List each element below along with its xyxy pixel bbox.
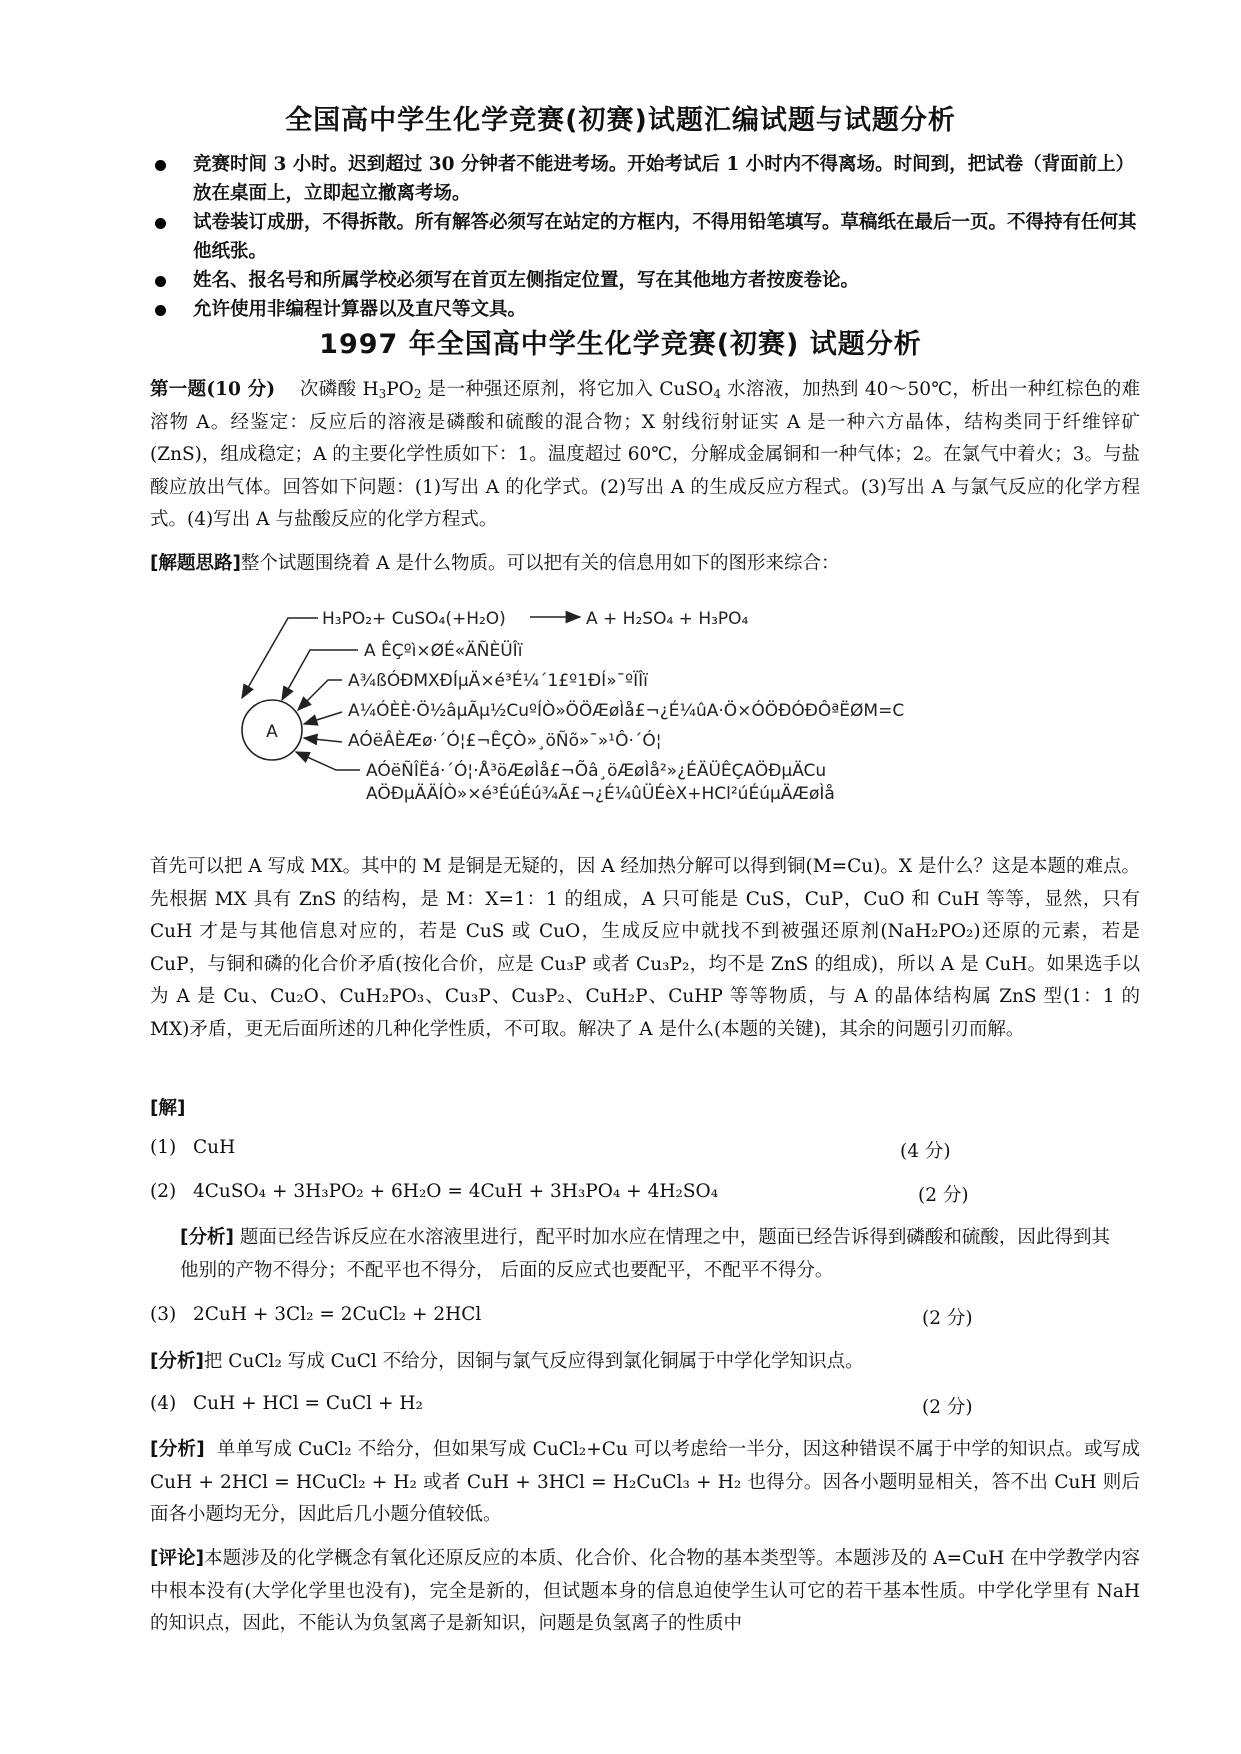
rule-item: 试卷装订成册，不得拆散。所有解答必须写在站定的方框内，不得用铅笔填写。草稿纸在最后一页。不得持有任何其他纸张。 [150, 208, 1150, 266]
analysis-3: [分析]把 CuCl₂ 写成 CuCl 不给分，因铜与氯气反应得到氯化铜属于中学化学知识点。 [150, 1351, 864, 1372]
solution-idea: [解题思路]整个试题围绕着 A 是什么物质。可以把有关的信息用如下的图形来综合： [150, 553, 840, 574]
analysis-label: [分析] [150, 1351, 204, 1372]
bullet-icon [155, 160, 166, 171]
answer-number: (1) [150, 1137, 177, 1158]
info-line-3: A¼ÓÈÈ·Ö½âµÃµ½CuºÍÒ»ÖÖÆøÌå£¬¿É¼ûA·Ö×ÓÖÐÓÐÔªËØM=C [348, 701, 905, 721]
bullet-icon [155, 305, 166, 316]
rule-item: 竞赛时间 3 小时。迟到超过 30 分钟者不能进考场。开始考试后 1 小时内不得离场。时间到，把试卷（背面前上）放在桌面上，立即起立撤离考场。 [150, 150, 1150, 208]
answer-score: (2 分) [922, 1308, 973, 1329]
comment: [评论]本题涉及的化学概念有氧化还原反应的本质、化合价、化合物的基本类型等。本题涉及的 A=CuH 在中学教学内容中根本没有(大学化学里也没有)，完全是新的，但试题本身的信息迫使学生认可它的若干基本性质。中学化学里有 NaH 的知识点，因此，不能认为负氢离子是新知识，问题是负氢离子的性质中 [150, 1548, 1140, 1634]
section-title: 1997 年全国高中学生化学竞赛(初赛) 试题分析 [319, 329, 922, 360]
info-line-1: A ÊÇºì×ØÉ«ÄÑÈÜÎï [364, 641, 523, 661]
reactants-label: H₃PO₂+ CuSO₄(+H₂O) [322, 609, 506, 629]
products-label: A + H₂SO₄ + H₃PO₄ [586, 609, 749, 629]
analysis-2: [分析] 题面已经告诉反应在水溶液里进行，配平时加水应在情理之中，题面已经告诉得到磷酸和硫酸，因此得到其他别的产物不得分；不配平也不得分， 后面的反应式也要配平，不配平不得分。 [180, 1227, 1110, 1281]
answer-score: (4 分) [900, 1141, 951, 1162]
analysis-label: [分析] [150, 1439, 205, 1460]
answer-equation: 4CuSO₄ + 3H₃PO₂ + 6H₂O = 4CuH + 3H₃PO₄ + 4H₂SO₄ [193, 1181, 719, 1202]
info-diagram [230, 596, 930, 836]
question-1: 第一题(10 分) 次磷酸 $H_3PO_2$ 是一种强还原剂，将它加入 CuSO$_4$ 水溶液，加热到 40～50℃，析出一种红棕色的难溶物 A。经鉴定：反应后的溶液是磷酸和硫酸的混合物；X 射线衍射证实 A 是一种六方晶体，结构类同于纤维锌矿(ZnS)，组成稳定；A 的主要化学性质如下：1。温度超过 60℃，分解成金属铜和一种气体；2。在氯气中着火；3。与盐酸应放出气体。回答如下问题：(1)写出 A 的化学式。(2)写出 A 的生成反应方程式。(3)写出 A 与氯气反应的化学方程式。(4)写出 A 与盐酸反应的化学方程式。 [150, 379, 1140, 530]
answer-equation: CuH [193, 1137, 236, 1158]
answer-score: (2 分) [922, 1397, 973, 1418]
bullet-icon [155, 276, 166, 287]
info-line-4: AÓëÂÈÆø·´Ó¦£¬ÊÇÒ»¸öÑõ»¯»¹Ô·´Ó¦ [348, 731, 662, 751]
analysis-4: [分析] 单单写成 CuCl₂ 不给分，但如果写成 CuCl₂+Cu 可以考虑给一半分，因这种错误不属于中学的知识点。或写成 CuH + 2HCl = HCuCl₂ + H₂ 或者 CuH + 3HCl = H₂CuCl₃ + H₂ 也得分。因各小题明显相关，答不出 CuH 则后面各小题均无分，因此后几小题分值较低。 [150, 1439, 1140, 1525]
answer-number: (4) [150, 1393, 177, 1414]
answer-number: (3) [150, 1304, 177, 1325]
info-line-2: A¾ßÓÐMXÐÍµÄ×é³É¼´1£º1ÐÍ»¯ºÏÎï [348, 671, 648, 691]
answer-number: (2) [150, 1181, 177, 1202]
rule-item: 姓名、报名号和所属学校必须写在首页左侧指定位置，写在其他地方者按废卷论。 [150, 266, 1150, 295]
info-line-6: AÖÐµÄÄÍÒ»×é³ÉúÉú¾Ã£¬¿É¼ûÜÉèX+HCl²úÉúµÄÆøÌå [366, 784, 835, 804]
solution-label: [解] [150, 1098, 186, 1119]
answer-equation: CuH + HCl = CuCl + H₂ [193, 1393, 423, 1414]
document-title: 全国高中学生化学竞赛(初赛)试题汇编试题与试题分析 [285, 105, 956, 136]
center-label: A [266, 722, 278, 742]
rule-item: 允许使用非编程计算器以及直尺等文具。 [150, 295, 1150, 324]
idea-label: [解题思路] [150, 553, 241, 574]
bullet-icon [155, 218, 166, 229]
exam-rules [150, 150, 1150, 324]
info-line-5: AÓëÑÎËá·´Ó¦·Å³öÆøÌå£¬Õâ¸öÆøÌå²»¿ÉÄÜÊÇAÖÐµÄCu [366, 761, 827, 781]
answer-score: (2 分) [918, 1185, 969, 1206]
analysis-paragraph: 首先可以把 A 写成 MX。其中的 M 是铜是无疑的，因 A 经加热分解可以得到铜(M=Cu)。X 是什么？这是本题的难点。先根据 MX 具有 ZnS 的结构，是 M：X=1：1 的组成，A 只可能是 CuS，CuP，CuO 和 CuH 等等，显然，只有 CuH 才是与其他信息对应的，若是 CuS 或 CuO，生成反应中就找不到被强还原剂(NaH₂PO₂)还原的元素，若是 CuP，与铜和磷的化合价矛盾(按化合价，应是 Cu₃P 或者 Cu₃P₂，均不是 ZnS 的组成)，所以 A 是 CuH。如果选手以为 A 是 Cu、Cu₂O、CuH₂PO₃、Cu₃P、Cu₃P₂、CuH₂P、CuHP 等等物质，与 A 的晶体结构属 ZnS 型(1：1 的 MX)矛盾，更无后面所述的几种化学性质，不可取。解决了 A 是什么(本题的关键)，其余的问题引刃而解。 [150, 856, 1140, 1040]
answer-equation: 2CuH + 3Cl₂ = 2CuCl₂ + 2HCl [193, 1304, 482, 1325]
question-label: 第一题(10 分) [150, 379, 276, 400]
analysis-label: [分析] [180, 1227, 234, 1248]
comment-label: [评论] [150, 1548, 205, 1569]
